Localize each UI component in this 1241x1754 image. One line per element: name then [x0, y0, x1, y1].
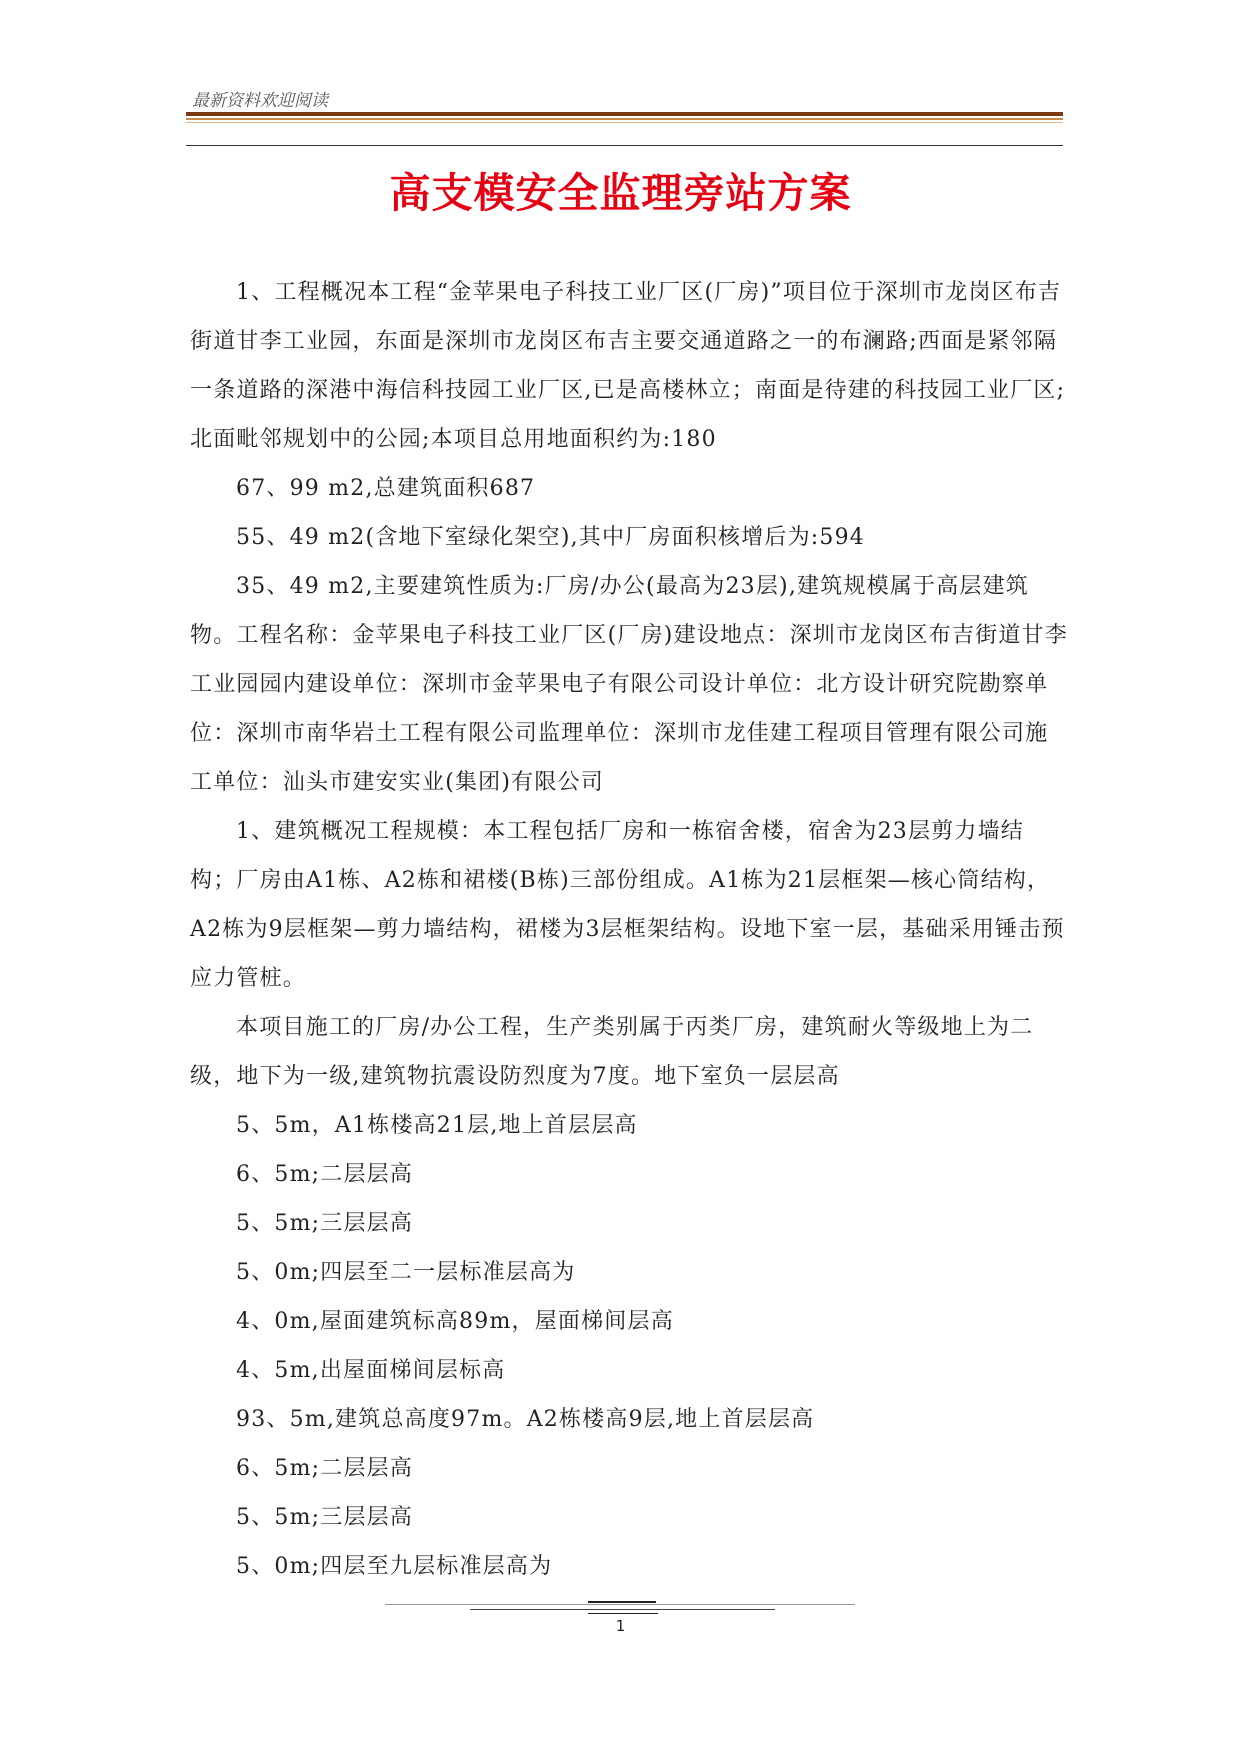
header-divider [186, 145, 1063, 146]
header-rule-mid [186, 118, 1063, 120]
header-rule-thick [186, 112, 1063, 116]
paragraph-fire-rating: 本项目施工的厂房/办公工程，生产类别属于丙类厂房，建筑耐火等级地上为二级，地下为一级,建筑物抗震设防烈度为7度。地下室负一层层高 [190, 1015, 1034, 1089]
page-number: 1 [615, 1617, 626, 1635]
paragraph: 93、5m,建筑总高度97m。A2栋楼高9层,地上首层层高 [236, 1407, 815, 1432]
footer-rule [588, 1613, 658, 1614]
footer-rule [588, 1601, 656, 1603]
paragraph: 6、5m;二层层高 [236, 1162, 414, 1187]
paragraph: 4、5m,出屋面梯间层标高 [236, 1358, 506, 1383]
paragraph: 4、0m,屋面建筑标高89m，屋面梯间层高 [236, 1309, 674, 1334]
header-rule-thin [186, 122, 1063, 123]
paragraph-project-info: 35、49 m2,主要建筑性质为:厂房/办公(最高为23层),建筑规模属于高层建筑物。工程名称：金苹果电子科技工业厂区(厂房)建设地点：深圳市龙岗区布吉街道甘李工业园园内建设单位：深圳市金苹果电子有限公司设计单位：北方设计研究院勘察单位：深圳市南华岩土工程有限公司监理单位：深圳市龙佳建工程项目管理有限公司施工单位：汕头市建安实业(集团)有限公司 [190, 574, 1068, 795]
paragraph: 5、5m，A1栋楼高21层,地上首层层高 [236, 1113, 638, 1138]
footer-rule [470, 1609, 775, 1610]
running-header: 最新资料欢迎阅读 [192, 91, 328, 111]
paragraph: 6、5m;二层层高 [236, 1456, 414, 1481]
footer-rule [385, 1604, 855, 1605]
paragraph-building-overview: 1、建筑概况工程规模：本工程包括厂房和一栋宿舍楼，宿舍为23层剪力墙结构；厂房由A1栋、A2栋和裙楼(B栋)三部份组成。A1栋为21层框架—核心筒结构，A2栋为9层框架—剪力墙结构，裙楼为3层框架结构。设地下室一层，基础采用锤击预应力管桩。 [190, 819, 1065, 991]
paragraph: 5、0m;四层至九层标准层高为 [236, 1554, 553, 1579]
paragraph: 5、5m;三层层高 [236, 1505, 414, 1530]
paragraph: 5、5m;三层层高 [236, 1211, 414, 1236]
paragraph: 55、49 m2(含地下室绿化架空),其中厂房面积核增后为:594 [236, 525, 866, 550]
footer-decoration [0, 1596, 1241, 1616]
document-title: 高支模安全监理旁站方案 [389, 169, 852, 217]
paragraph-project-overview: 1、工程概况本工程“金苹果电子科技工业厂区(厂房)”项目位于深圳市龙岗区布吉街道甘李工业园，东面是深圳市龙岗区布吉主要交通道路之一的布澜路;西面是紧邻隔一条道路的深港中海信科技园工业厂区,已是高楼林立；南面是待建的科技园工业厂区;北面毗邻规划中的公园;本项目总用地面积约为:180 [190, 280, 1066, 452]
paragraph: 67、99 m2,总建筑面积687 [236, 476, 536, 501]
document-body [190, 268, 1070, 1591]
paragraph: 5、0m;四层至二一层标准层高为 [236, 1260, 576, 1285]
